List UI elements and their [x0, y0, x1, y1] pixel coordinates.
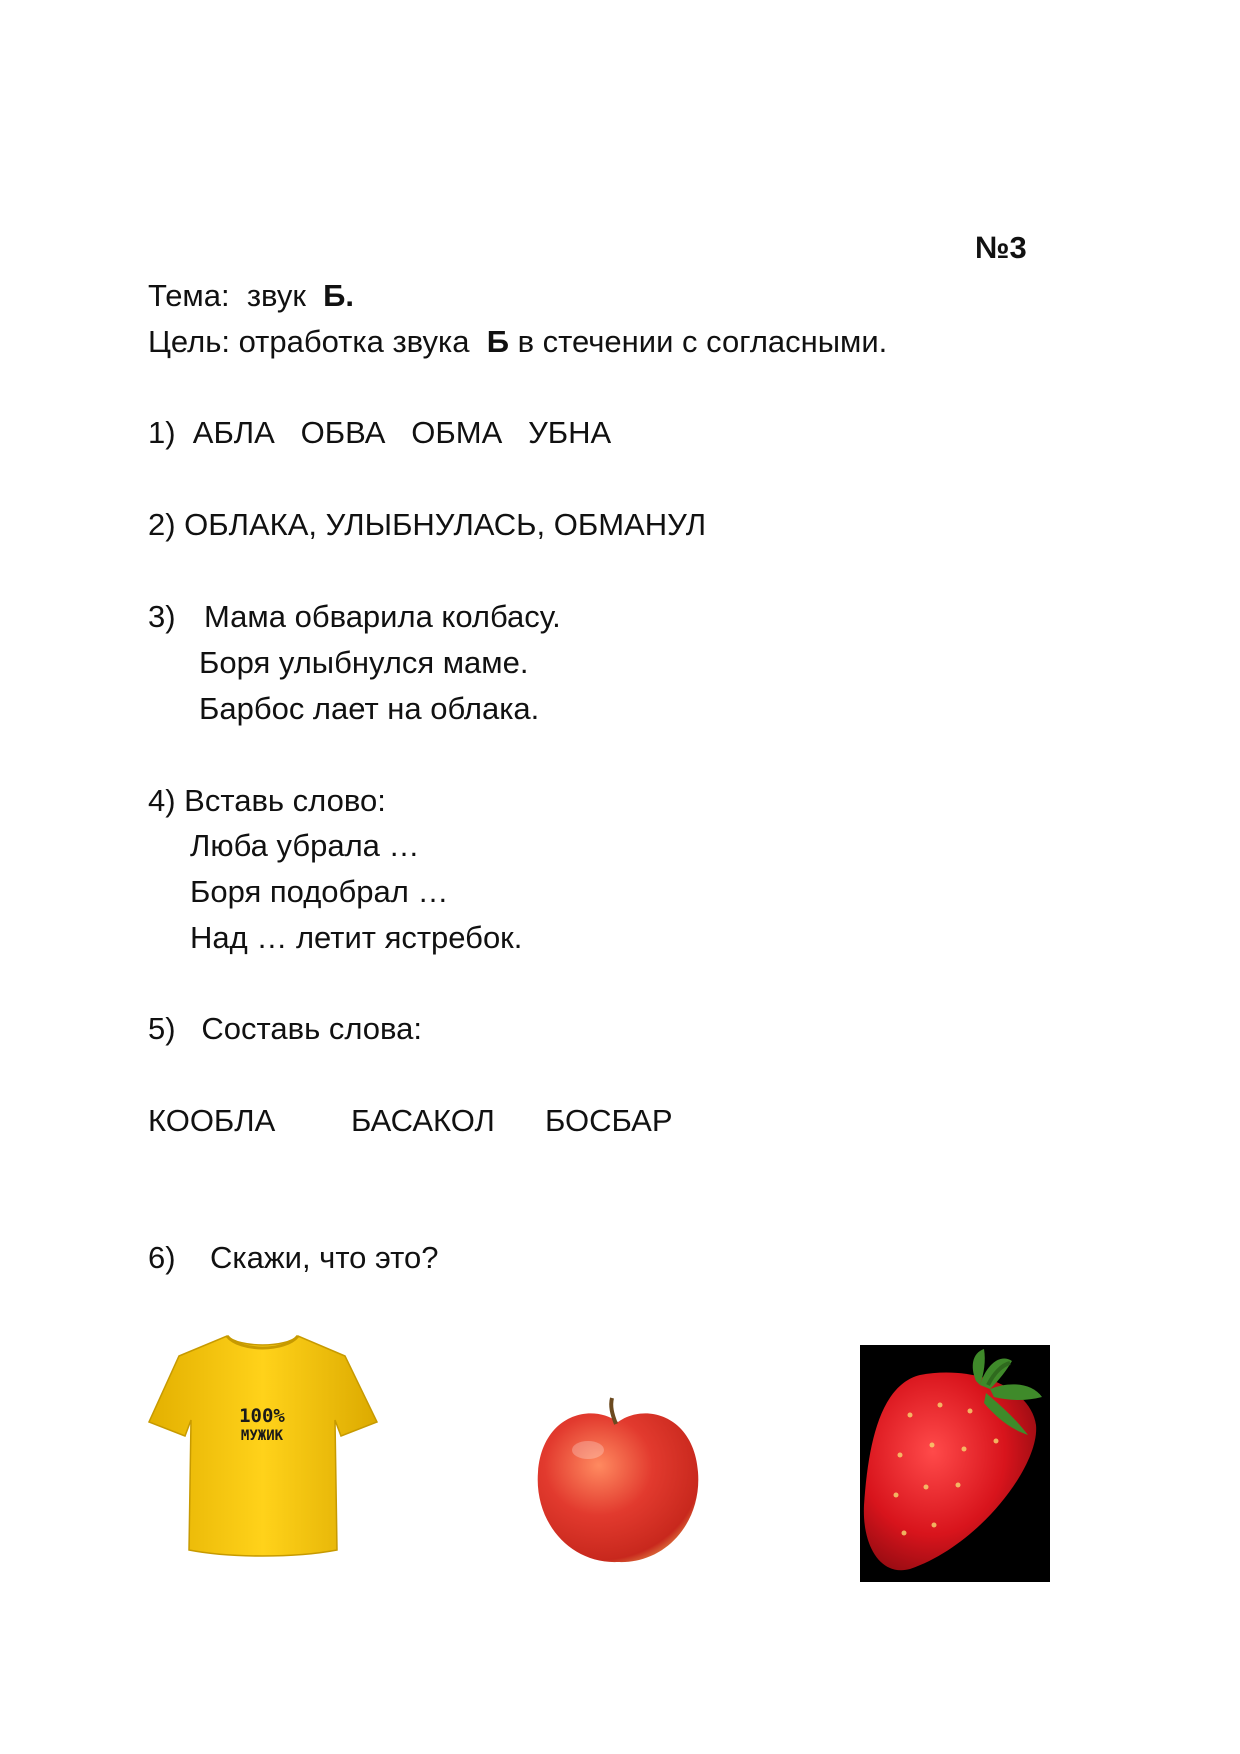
task-1: 1) АБЛА ОБВА ОБМА УБНА [148, 415, 612, 450]
strawberry-image [860, 1345, 1050, 1582]
page-number: №3 [975, 230, 1027, 265]
t-shirt-print: 100% [239, 1405, 285, 1427]
t-shirt-image [145, 1330, 380, 1560]
goal-line [148, 322, 887, 362]
theme-sound: Б. [323, 278, 355, 313]
t-shirt-body [149, 1336, 377, 1556]
goal-sound: Б [486, 324, 509, 359]
task-5-word: БАСАКОЛ [351, 1103, 495, 1138]
task-4-heading: 4) Вставь слово: [148, 783, 386, 818]
task-4-line: Боря подобрал … [190, 874, 449, 909]
task-2: 2) ОБЛАКА, УЛЫБНУЛАСЬ, ОБМАНУЛ [148, 507, 707, 542]
t-shirt-print: МУЖИК [240, 1428, 284, 1444]
task-3-number: 3) [148, 599, 176, 634]
task-6-heading: 6) Скажи, что это? [148, 1240, 439, 1275]
goal-after: в стечении с согласными. [517, 324, 888, 359]
task-4-line: Над … летит ястребок. [190, 920, 523, 955]
task-3-line: Барбос лает на облака. [199, 691, 540, 726]
theme-label: Тема: звук [148, 278, 306, 313]
apple-image [530, 1392, 705, 1567]
goal-before: Цель: отработка звука [148, 324, 470, 359]
task-5-word: БОСБАР [545, 1103, 673, 1138]
theme-line [148, 276, 354, 316]
task-5-heading: 5) Составь слова: [148, 1011, 423, 1046]
task-4-line: Люба убрала … [190, 828, 420, 863]
task-3-line: Мама обварила колбасу. [204, 599, 561, 634]
task-5-word: КООБЛА [148, 1103, 276, 1138]
task-3-line: Боря улыбнулся маме. [199, 645, 529, 680]
